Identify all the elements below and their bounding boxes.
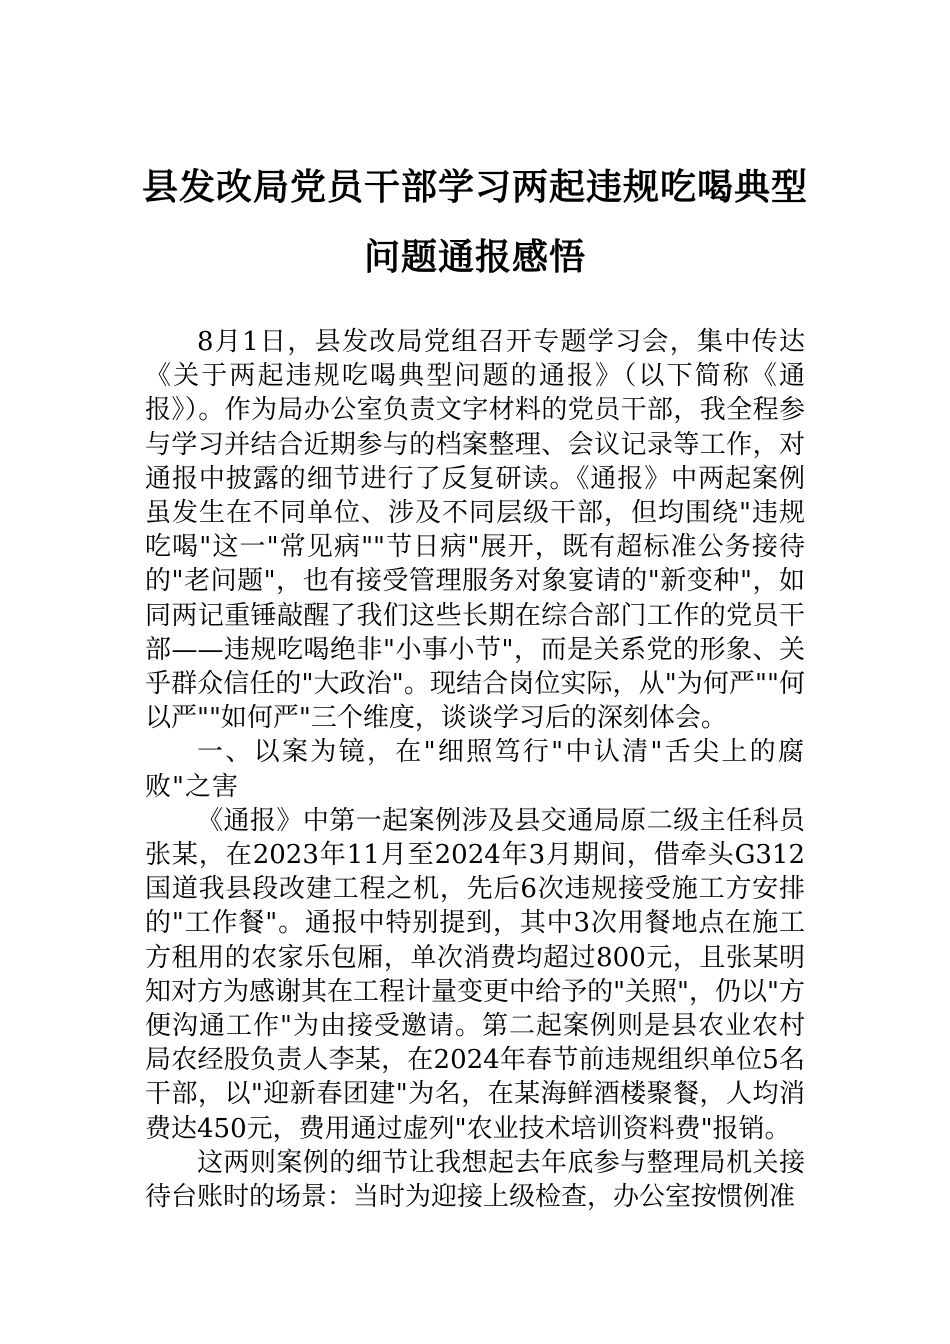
section-heading-1: 一、以案为镜，在"细照笃行"中认清"舌尖上的腐败"之害: [145, 737, 805, 802]
document-title-line-2: 问题通报感悟: [363, 237, 586, 278]
case-paragraph: 《通报》中第一起案例涉及县交通局原二级主任科员张某，在2023年11月至2024年3月期间，借牵头G312国道我县段改建工程之机，先后6次违规接受施工方安排的"工作餐"。通报中特别提到，其中3次用餐地点在施工方租用的农家乐包厢，单次消费均超过800元，且张某明知对方为感谢其在工程计量变更中给予的"关照"，仍以"方便沟通工作"为由接受邀请。第二起案例则是县农业农村局农经股负责人李某，在2024年春节前违规组织单位5名干部，以"迎新春团建"为名，在某海鲜酒楼聚餐，人均消费达450元，费用通过虚列"农业技术培训资料费"报销。: [145, 805, 805, 1144]
document-body: [145, 325, 805, 1214]
intro-paragraph: 8月1日，县发改局党组召开专题学习会，集中传达《关于两起违规吃喝典型问题的通报》（以下简称《通报》）。作为局办公室负责文字材料的党员干部，我全程参与学习并结合近期参与的档案整理、会议记录等工作，对通报中披露的细节进行了反复研读。《通报》中两起案例虽发生在不同单位、涉及不同层级干部，但均围绕"违规吃喝"这一"常见病""节日病"展开，既有超标准公务接待的"老问题"，也有接受管理服务对象宴请的"新变种"，如同两记重锤敲醒了我们这些长期在综合部门工作的党员干部——违规吃喝绝非"小事小节"，而是关系党的形象、关乎群众信任的"大政治"。现结合岗位实际，从"为何严""何以严""如何严"三个维度，谈谈学习后的深刻体会。: [145, 327, 805, 734]
reflection-paragraph: 这两则案例的细节让我想起去年底参与整理局机关接待台账时的场景：当时为迎接上级检查，办公室按惯例准: [145, 1147, 805, 1213]
document-title-line-1: 县发改局党员干部学习两起违规吃喝典型: [141, 167, 808, 208]
